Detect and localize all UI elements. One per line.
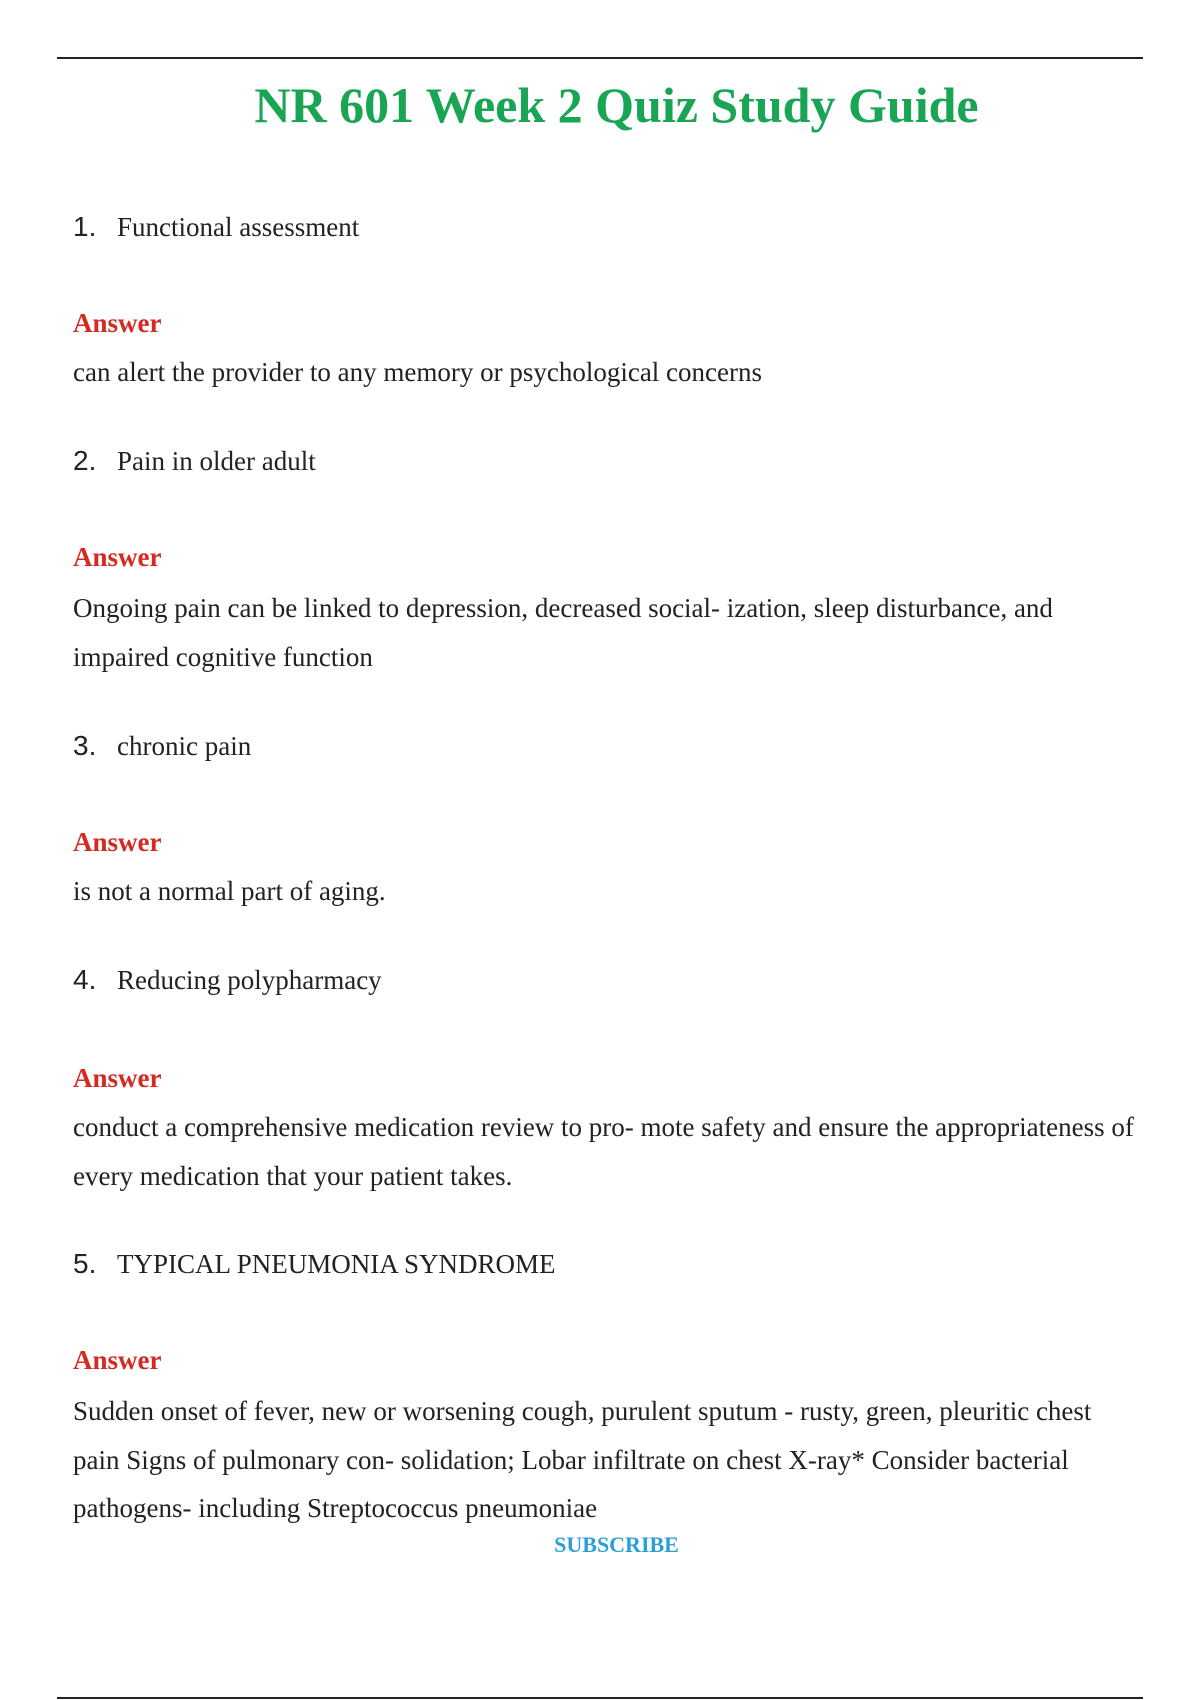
answer-label: Answer (73, 1063, 162, 1093)
top-divider (57, 57, 1143, 59)
question-number: 5. (73, 1248, 97, 1279)
answer-text: Sudden onset of fever, new or worsening cough, purulent sputum - rusty, green, pleuritic chest pain Signs of pulmonary con- solidation; Lobar infiltrate on chest X-ray* Consider bacterial pathogens- including Streptococcus pneumoniae (73, 1396, 1092, 1523)
answer-text: is not a normal part of aging. (73, 876, 386, 906)
question-row (73, 207, 1143, 247)
bottom-divider (57, 1697, 1143, 1699)
question-item-2 (73, 441, 1143, 672)
question-number: 1. (73, 211, 97, 242)
question-text: Functional assessment (117, 212, 360, 242)
question-row (73, 726, 1143, 766)
answer-label: Answer (73, 542, 162, 572)
question-text: Reducing polypharmacy (117, 965, 382, 995)
question-item-4 (73, 960, 1143, 1191)
question-row (73, 960, 1143, 1000)
subscribe-link[interactable]: SUBSCRIBE (554, 1532, 679, 1557)
answer-label: Answer (73, 1345, 162, 1375)
question-item-3 (73, 726, 1143, 906)
question-text: Pain in older adult (117, 446, 316, 476)
question-number: 2. (73, 445, 97, 476)
question-number: 3. (73, 730, 97, 761)
answer-text: Ongoing pain can be linked to depression, decreased social- ization, sleep disturbance, and impaired cognitive function (73, 593, 1053, 672)
question-text: chronic pain (117, 731, 252, 761)
question-row (73, 1244, 1143, 1284)
question-item-1 (73, 207, 1143, 387)
answer-text: conduct a comprehensive medication review to pro- mote safety and ensure the appropriateness of every medication that your patient takes. (73, 1112, 1134, 1191)
question-item-5 (73, 1244, 1143, 1523)
answer-text: can alert the provider to any memory or psychological concerns (73, 357, 763, 387)
answer-label: Answer (73, 308, 162, 338)
page-title: NR 601 Week 2 Quiz Study Guide (254, 77, 979, 133)
question-row (73, 441, 1143, 481)
question-number: 4. (73, 964, 97, 995)
answer-label: Answer (73, 827, 162, 857)
question-text: TYPICAL PNEUMONIA SYNDROME (117, 1249, 556, 1279)
